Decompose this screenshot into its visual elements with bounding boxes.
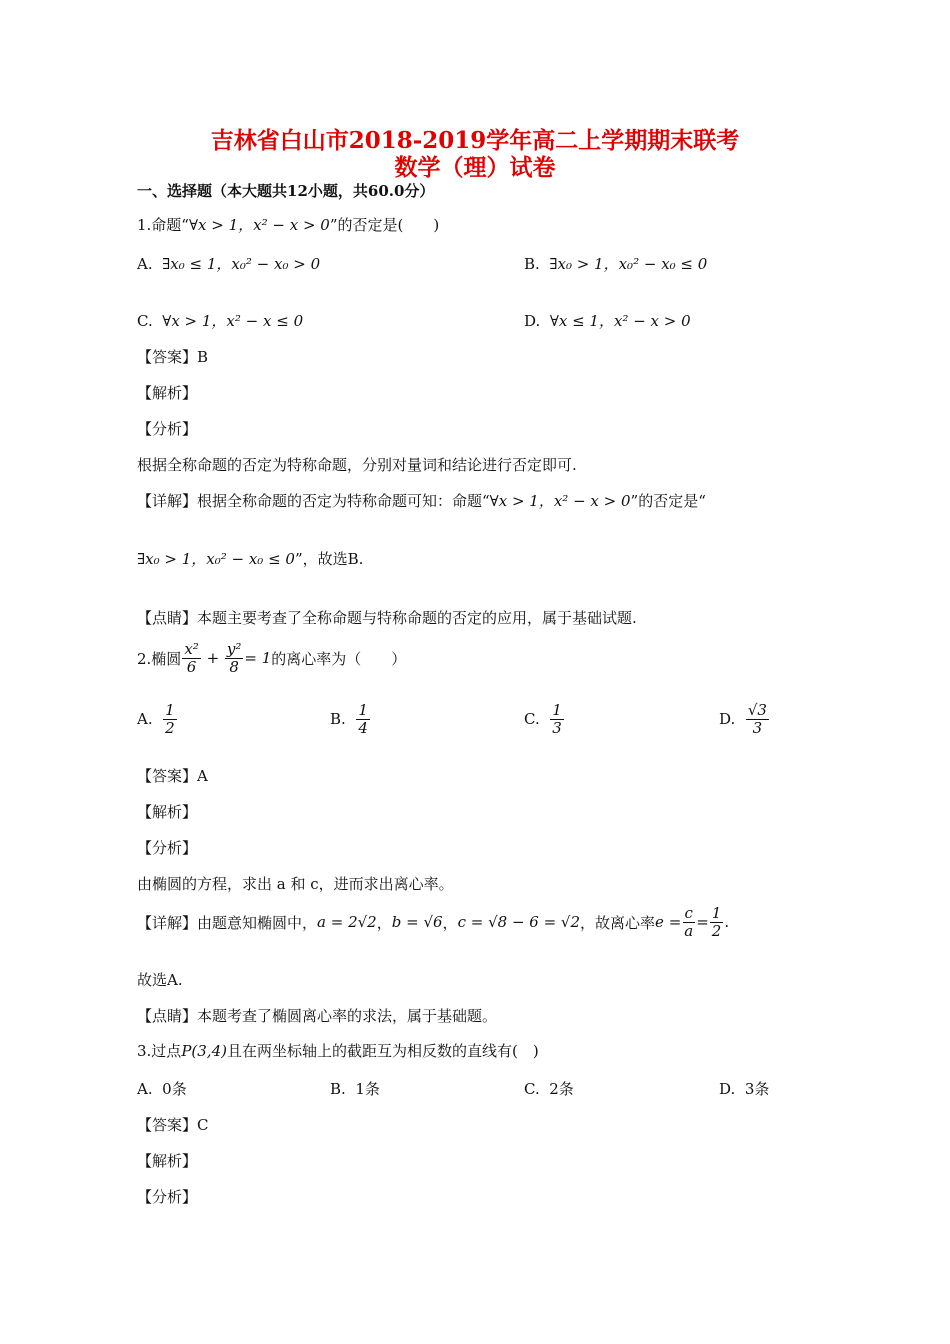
detail-math: ∃x₀ > 1，x₀² − x₀ ≤ 0	[137, 550, 295, 568]
q2-fenxi: 【分析】	[137, 839, 198, 857]
q3-stem	[137, 1040, 539, 1061]
detail-mid: ，故离心率	[580, 913, 656, 932]
q2-choose: 故选A.	[137, 971, 183, 989]
detail-suffix: ”的否定是“	[630, 492, 706, 510]
detail-e: e =	[655, 913, 682, 931]
q3-option-c	[524, 1078, 574, 1099]
q1-stem	[137, 214, 439, 235]
detail-prefix: 【详解】由题意知椭圆中，	[137, 913, 318, 932]
option-text: ∀x > 1，x² − x ≤ 0	[162, 312, 304, 330]
option-label: D.	[719, 710, 736, 728]
detail-math: ∀x > 1，x² − x > 0	[489, 492, 631, 510]
q3-fenxi: 【分析】	[137, 1188, 198, 1206]
q3-stem-suffix: 且在两坐标轴上的截距互为相反数的直线有( )	[226, 1042, 539, 1060]
detail-a: a = 2√2	[317, 913, 377, 931]
fraction: $\frac{1}{2}$	[711, 904, 722, 940]
fraction: $\frac{\text{y²}}{8}$	[226, 640, 242, 676]
option-label: C.	[524, 710, 540, 728]
detail-suffix: ”，故选B.	[294, 550, 364, 568]
q2-stem-suffix: 的离心率为（ ）	[271, 649, 407, 668]
document-title: 吉林省白山市2018-2019学年高二上学期期末联考	[210, 127, 740, 154]
q2-stem: 2.椭圆 $\frac{\text{x²}}{6}$ + $\frac{\text{y²}}{8}$ = 1 的离心率为（ ）	[137, 640, 407, 676]
q2-option-a	[137, 702, 178, 736]
q1-answer: 【答案】B	[137, 348, 209, 366]
q3-point: P(3,4)	[181, 1042, 227, 1060]
option-fraction: $\frac{1}{4}$	[358, 701, 368, 737]
q2-answer: 【答案】A	[137, 767, 208, 785]
option-fraction: $\frac{1}{3}$	[552, 701, 562, 737]
option-label: A.	[137, 255, 153, 273]
option-label: D.	[524, 312, 541, 330]
section-heading: 一、选择题（本大题共12小题，共60.0分）	[137, 182, 435, 200]
q1-option-a	[137, 253, 320, 274]
option-label: B.	[330, 1080, 346, 1098]
q2-option-d	[719, 702, 770, 736]
option-label: A.	[137, 710, 153, 728]
option-label: B.	[330, 710, 346, 728]
option-fraction: $\frac{√3}{3}$	[747, 701, 767, 737]
fraction: $\frac{\text{x²}}{6}$	[184, 640, 199, 676]
q1-stem-math: ∀x > 1，x² − x > 0	[188, 216, 330, 234]
q2-option-b	[330, 702, 371, 736]
option-text: 2条	[549, 1080, 574, 1098]
option-text: ∃x₀ ≤ 1，x₀² − x₀ > 0	[162, 255, 321, 273]
q1-analysis: 根据全称命题的否定为特称命题，分别对量词和结论进行否定即可.	[137, 456, 577, 474]
q1-stem-suffix: ”的否定是( )	[329, 216, 440, 234]
option-text: 3条	[744, 1080, 770, 1098]
option-text: 1条	[355, 1080, 380, 1098]
q3-option-b	[330, 1078, 380, 1099]
q1-fenxi: 【分析】	[137, 420, 198, 438]
q1-jiexi: 【解析】	[137, 384, 198, 402]
q2-detail: 【详解】由题意知椭圆中， a = 2√2 ， b = √6 ， c = √8 − 6 = √2 ，故离心率 e = $\frac{c}{a}$ = $\frac{1}{2}$ .	[137, 904, 730, 940]
q1-stem-prefix: 1.命题“	[137, 216, 189, 234]
option-text: ∃x₀ > 1，x₀² − x₀ ≤ 0	[549, 255, 708, 273]
q1-option-d	[524, 310, 691, 331]
option-text: ∀x ≤ 1，x² − x > 0	[549, 312, 691, 330]
q1-detail-line2	[137, 548, 363, 569]
q1-option-b	[524, 253, 707, 274]
q3-option-a	[137, 1078, 187, 1099]
q1-detail-line1	[137, 490, 706, 511]
q3-jiexi: 【解析】	[137, 1152, 198, 1170]
q3-answer: 【答案】C	[137, 1116, 209, 1134]
option-label: C.	[524, 1080, 540, 1098]
q3-stem-prefix: 3.过点	[137, 1042, 182, 1060]
option-label: A.	[137, 1080, 153, 1098]
option-label: D.	[719, 1080, 736, 1098]
detail-b: b = √6	[391, 913, 443, 931]
detail-c: c = √8 − 6 = √2	[457, 913, 581, 931]
detail-prefix: 【详解】根据全称命题的否定为特称命题可知：命题“	[137, 492, 490, 510]
document-subtitle: 数学（理）试卷	[394, 154, 556, 181]
option-label: B.	[524, 255, 540, 273]
q2-option-c	[524, 702, 565, 736]
fraction: $\frac{c}{a}$	[684, 904, 694, 940]
option-text: 0条	[162, 1080, 187, 1098]
q2-eq: = 1	[244, 649, 272, 667]
q1-option-c	[137, 310, 303, 331]
q2-stem-prefix: 2.椭圆	[137, 649, 182, 668]
q2-analysis: 由椭圆的方程，求出 a 和 c，进而求出离心率。	[137, 875, 454, 893]
q2-comment: 【点睛】本题考查了椭圆离心率的求法，属于基础题。	[137, 1007, 498, 1025]
q2-jiexi: 【解析】	[137, 803, 198, 821]
option-fraction: $\frac{1}{2}$	[165, 701, 175, 737]
q3-option-d	[719, 1078, 769, 1099]
option-label: C.	[137, 312, 153, 330]
q1-comment: 【点睛】本题主要考查了全称命题与特称命题的否定的应用，属于基础试题.	[137, 609, 637, 627]
